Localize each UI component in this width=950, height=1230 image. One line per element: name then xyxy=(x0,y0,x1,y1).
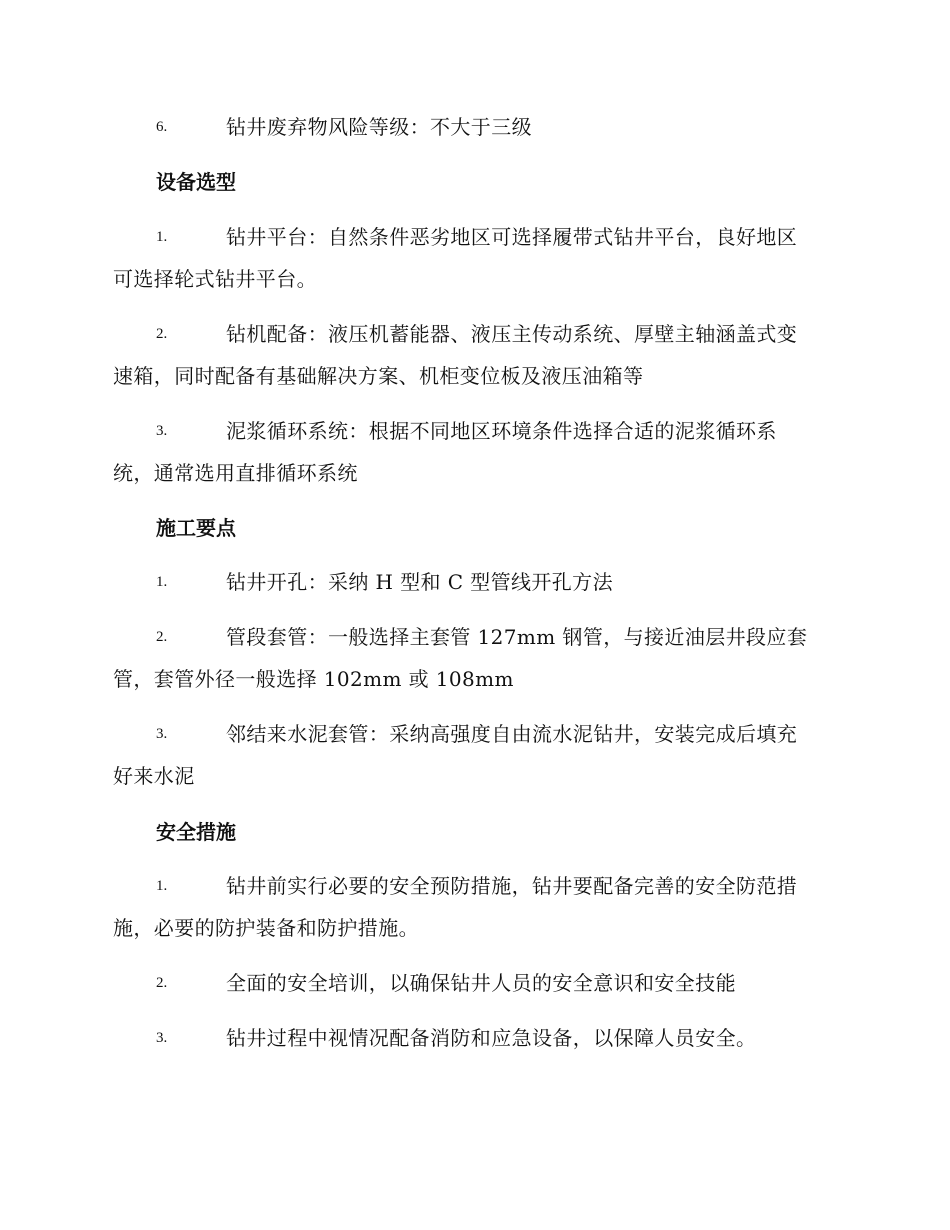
list-item xyxy=(113,313,835,397)
list-item xyxy=(113,561,835,603)
item-number: 2. xyxy=(156,326,168,342)
list-item xyxy=(113,106,835,148)
section-heading: 施工要点 xyxy=(156,516,236,540)
item-text-line2: 统，通常选用直排循环系统 xyxy=(113,461,358,485)
item-number: 6. xyxy=(156,119,168,135)
item-text: 钻井开孔：采纳 H 型和 C 型管线开孔方法 xyxy=(226,570,613,594)
list-item xyxy=(113,865,835,949)
item-number: 2. xyxy=(156,975,168,991)
section-heading: 安全措施 xyxy=(156,820,236,844)
list-item xyxy=(113,616,835,700)
list-item xyxy=(113,410,835,494)
item-text-line2: 好来水泥 xyxy=(113,764,195,788)
list-item xyxy=(113,713,835,797)
item-number: 3. xyxy=(156,423,168,439)
item-text-line1: 邻结来水泥套管：采纳高强度自由流水泥钻井，安装完成后填充 xyxy=(226,722,798,746)
list-item xyxy=(113,1017,835,1059)
item-text-line2: 管，套管外径一般选择 102mm 或 108mm xyxy=(113,667,514,691)
item-text-line1: 钻井平台：自然条件恶劣地区可选择履带式钻井平台，良好地区 xyxy=(226,225,798,249)
item-text-line1: 泥浆循环系统：根据不同地区环境条件选择合适的泥浆循环系 xyxy=(226,419,777,443)
item-text: 全面的安全培训，以确保钻井人员的安全意识和安全技能 xyxy=(226,971,736,995)
item-text-line1: 钻机配备：液压机蓄能器、液压主传动系统、厚壁主轴涵盖式变 xyxy=(226,322,798,346)
item-text-line2: 速箱，同时配备有基础解决方案、机柜变位板及液压油箱等 xyxy=(113,364,644,388)
section-heading: 设备选型 xyxy=(156,170,236,194)
item-number: 2. xyxy=(156,629,168,645)
item-number: 1. xyxy=(156,878,168,894)
list-item xyxy=(113,962,835,1004)
item-number: 3. xyxy=(156,726,168,742)
item-number: 1. xyxy=(156,574,168,590)
item-number: 3. xyxy=(156,1030,168,1046)
item-text: 钻井过程中视情况配备消防和应急设备，以保障人员安全。 xyxy=(226,1026,757,1050)
item-text-line2: 施，必要的防护装备和防护措施。 xyxy=(113,916,419,940)
item-text-line1: 管段套管：一般选择主套管 127mm 钢管，与接近油层井段应套 xyxy=(226,625,808,649)
list-item xyxy=(113,216,835,300)
item-text-line2: 可选择轮式钻井平台。 xyxy=(113,267,317,291)
item-number: 1. xyxy=(156,229,168,245)
item-text: 钻井废弃物风险等级：不大于三级 xyxy=(226,115,532,139)
item-text-line1: 钻井前实行必要的安全预防措施，钻井要配备完善的安全防范措 xyxy=(226,874,798,898)
